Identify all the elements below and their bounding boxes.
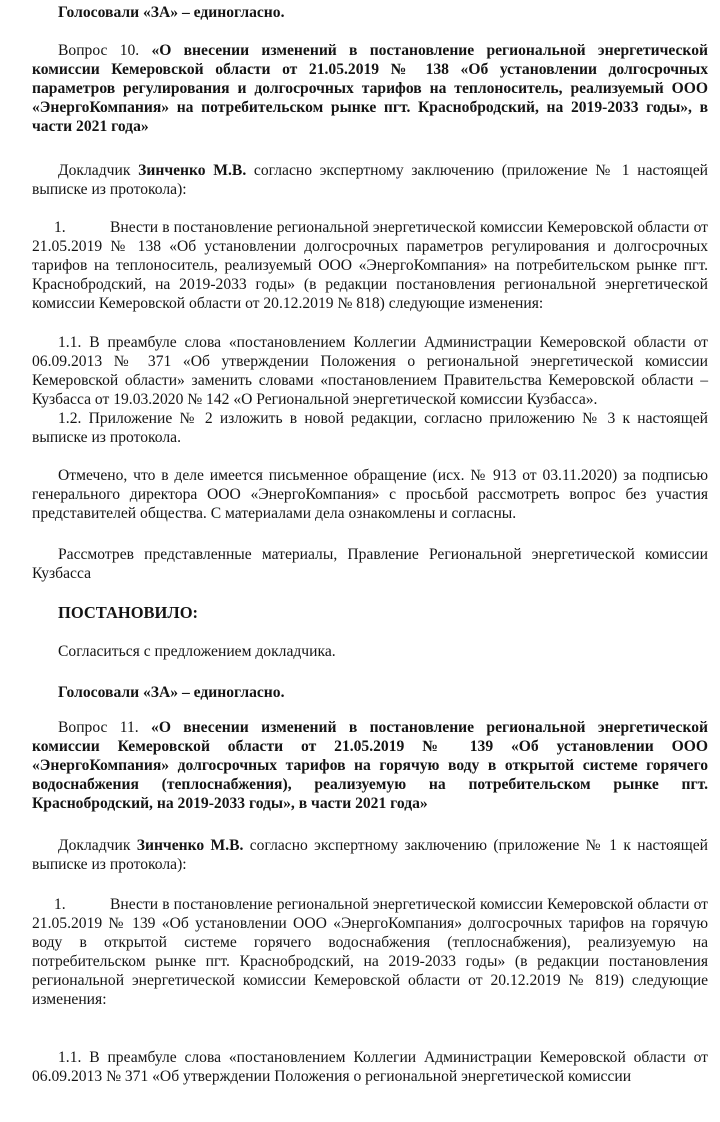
question-10-intro: Вопрос 10. — [58, 42, 140, 59]
reporter-1 — [32, 161, 708, 199]
item-1-1-q11: 1.1. В преамбуле слова «постановлением Коллегии Администрации Кемеровской области от 06.09.2013 № 371 «Об утверждении Положения о региональной энергетической комиссии — [32, 1049, 708, 1085]
question-11-intro: Вопрос 11. — [58, 719, 139, 736]
item-1-1-q10: 1.1. В преамбуле слова «постановлением Коллегии Администрации Кемеровской области от 06.09.2013 № 371 «Об утверждении Положения о региональной энергетической комиссии Кемеровской области» заменить словами «постановлением Правительства Кемеровской области – Кузбасса от 19.03.2020 № 142 «О Региональной энергетической комиссии Кузбасса». — [32, 334, 708, 408]
item-1-2-q10: 1.2. Приложение № 2 изложить в новой редакции, согласно приложению № 3 к настоящей выписке из протокола. — [32, 410, 708, 446]
item-1-q11-number: 1. — [54, 896, 66, 913]
question-10-title: «О внесении изменений в постановление региональной энергетической комиссии Кемеровской области от 21.05.2019 № 138 «Об установлении долгосрочных параметров регулирования и долгосрочных тарифов на теплоноситель, реализуемый ООО «ЭнергоКомпания» на потребительском рынке пгт. Краснобродский, на 2019-2033 годы», в части 2021 года» — [32, 42, 708, 135]
reporter-2-name: Зинченко М.В. — [136, 837, 244, 854]
agree-paragraph: Согласиться с предложением докладчика. — [58, 643, 336, 660]
vote-result-2: Голосовали «ЗА» – единогласно. — [58, 684, 285, 701]
vote-result-1: Голосовали «ЗА» – единогласно. — [58, 4, 285, 21]
review-paragraph: Рассмотрев представленные материалы, Правление Региональной энергетической комиссии Кузбасса — [32, 546, 708, 582]
reporter-2-lead: Докладчик — [58, 837, 131, 854]
item-1-q10 — [32, 218, 708, 313]
reporter-2-rest: согласно экспертному заключению (приложение № 1 к настоящей выписке из протокола): — [32, 837, 708, 873]
reporter-1-lead: Докладчик — [58, 162, 131, 179]
noted-paragraph: Отмечено, что в деле имеется письменное обращение (исх. № 913 от 03.11.2020) за подписью генерального директора ООО «ЭнергоКомпания» с просьбой рассмотреть вопрос без участия представителей общества. С материалами дела ознакомлены и согласны. — [32, 467, 708, 522]
reporter-1-rest: согласно экспертному заключению (приложение № 1 настоящей выписке из протокола): — [32, 162, 708, 198]
reporter-1-name: Зинченко М.В. — [138, 162, 247, 179]
question-11-title: «О внесении изменений в постановление региональной энергетической комиссии Кемеровской области от 21.05.2019 № 139 «Об установлении ООО «ЭнергоКомпания» долгосрочных тарифов на горячую воду в открытой системе горячего водоснабжения (теплоснабжения), реализуемую на потребительском рынке пгт. Краснобродский, на 2019-2033 годы», в части 2021 года» — [32, 719, 709, 812]
item-1-q11-text: Внести в постановление региональной энергетической комиссии Кемеровской области от 21.05.2019 № 139 «Об установлении ООО «ЭнергоКомпания» долгосрочных тарифов на горячую воду в открытой системе горячего водоснабжения (теплоснабжения), реализуемую на потребительском рынке пгт. Краснобродский, на 2019-2033 годы» (в редакции постановления региональной энергетической комиссии Кемеровской области от 20.12.2019 № 819) следующие изменения: — [32, 896, 708, 1008]
item-1-q10-number: 1. — [54, 219, 66, 236]
reporter-2 — [32, 836, 708, 874]
question-11 — [32, 718, 708, 813]
item-1-q11 — [32, 895, 708, 1009]
decided-heading: ПОСТАНОВИЛО: — [58, 603, 199, 622]
item-1-q10-text: Внести в постановление региональной энергетической комиссии Кемеровской области от 21.05.2019 № 138 «Об установлении долгосрочных параметров регулирования и долгосрочных тарифов на теплоноситель, реализуемый ООО «ЭнергоКомпания» на потребительском рынке пгт. Краснобродский, на 2019-2033 годы» (в редакции постановления региональной энергетической комиссии Кемеровской области от 20.12.2019 № 818) следующие изменения: — [32, 219, 708, 312]
question-10 — [32, 41, 708, 136]
